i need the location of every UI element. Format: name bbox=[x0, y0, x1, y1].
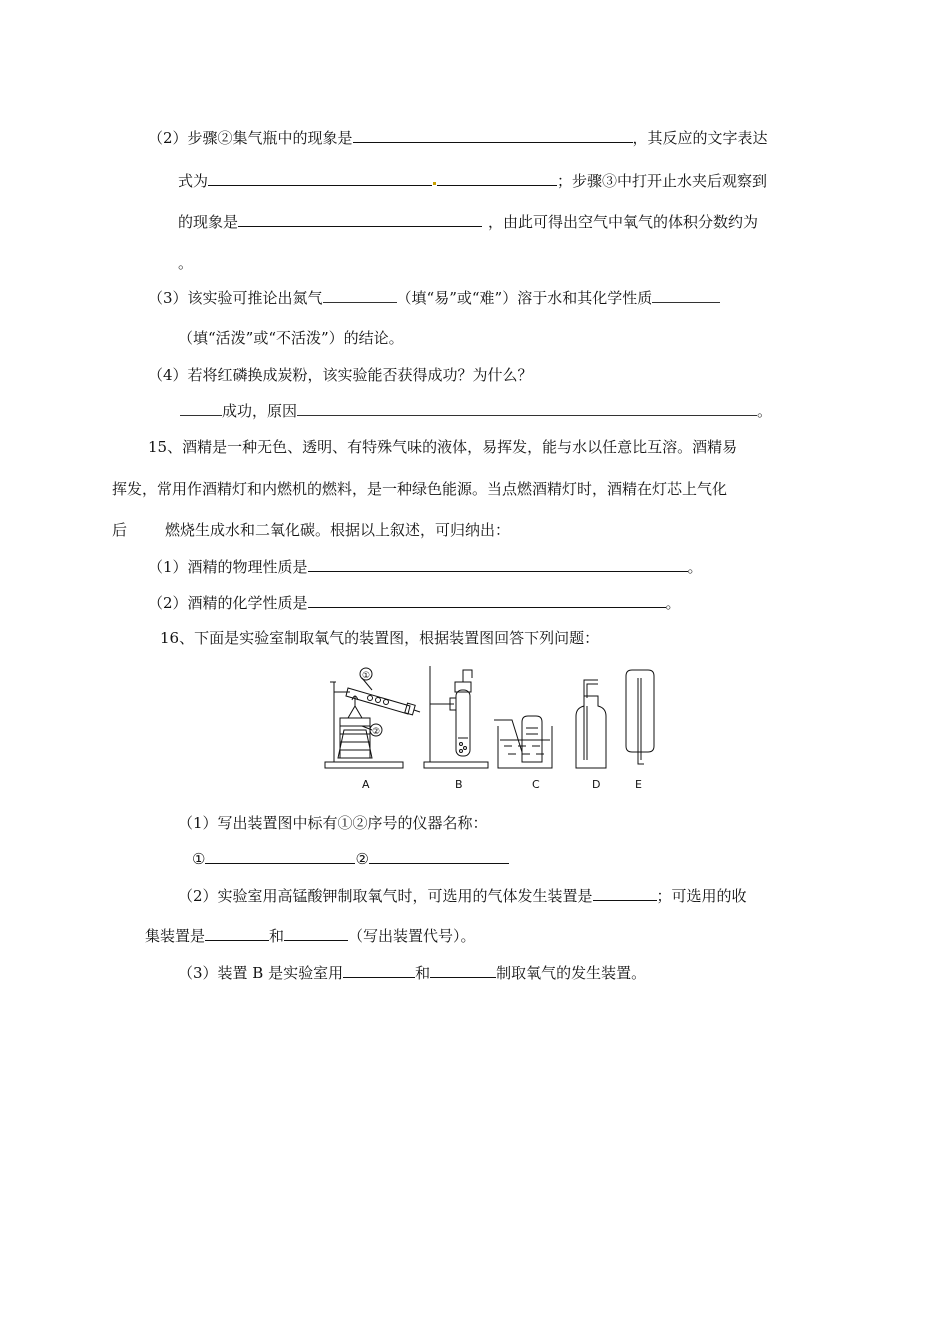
answer-blank[interactable] bbox=[323, 288, 397, 303]
answer-blank[interactable] bbox=[208, 170, 432, 186]
answer-blank[interactable] bbox=[430, 962, 496, 978]
figure-label-b: B bbox=[455, 778, 463, 790]
answer-blank[interactable] bbox=[205, 848, 355, 864]
q14-p4-text-b: 成功，原因 bbox=[222, 402, 298, 420]
q16-p2-text-e: （写出装置代号）。 bbox=[348, 927, 476, 945]
answer-blank[interactable] bbox=[238, 211, 482, 227]
q14-p3-line1 bbox=[148, 288, 720, 308]
q14-p2-line2 bbox=[178, 170, 767, 191]
answer-blank[interactable] bbox=[205, 925, 269, 941]
q14-p2-text-f: ，由此可得出空气中氧气的体积分数约为 bbox=[488, 213, 759, 231]
q16-p3-text-b: 和 bbox=[415, 964, 431, 982]
q14-p2-text-e: 的现象是 bbox=[178, 213, 239, 231]
apparatus-b bbox=[424, 666, 488, 768]
q14-p2-text-a: （2）步骤②集气瓶中的现象是 bbox=[148, 129, 353, 147]
q14-p4-line1 bbox=[148, 365, 533, 385]
apparatus-d bbox=[576, 680, 606, 768]
q16-p3-line bbox=[178, 962, 646, 983]
q15-line1 bbox=[148, 437, 737, 457]
q14-p2-line1 bbox=[148, 127, 768, 148]
mark-1: ① bbox=[362, 671, 371, 681]
q15-text-l2: 挥发，常用作酒精灯和内燃机的燃料，是一种绿色能源。当点燃酒精灯时，酒精在灯芯上气化 bbox=[112, 480, 728, 498]
figure-label-a: A bbox=[362, 778, 370, 790]
q15-line2 bbox=[112, 479, 727, 499]
answer-blank[interactable] bbox=[652, 288, 720, 303]
q16-p1-mark2: ② bbox=[355, 850, 369, 868]
answer-blank[interactable] bbox=[308, 556, 688, 572]
figure-label-e: E bbox=[635, 778, 642, 790]
figure-label-d: D bbox=[592, 778, 601, 790]
q16-p1-mark1: ① bbox=[192, 850, 206, 868]
q16-p1-line1 bbox=[178, 813, 488, 833]
q15-p1-text: （1）酒精的物理性质是 bbox=[148, 558, 308, 576]
q16-p3-text-a: （3）装置 B 是实验室用 bbox=[178, 964, 344, 982]
q14-p2-line3 bbox=[178, 211, 758, 232]
q15-p2-end: 。 bbox=[665, 594, 681, 612]
q14-p2-text-g: 。 bbox=[178, 254, 194, 272]
q14-p2-text-c: 式为 bbox=[178, 172, 209, 190]
answer-blank[interactable] bbox=[180, 401, 222, 416]
q14-p3-text-b: （填“易”或“难”）溶于水和其化学性质 bbox=[396, 289, 653, 307]
answer-blank[interactable] bbox=[308, 592, 666, 608]
q16-p2-text-d: 和 bbox=[269, 927, 285, 945]
q16-p1-text: （1）写出装置图中标有①②序号的仪器名称： bbox=[178, 814, 488, 832]
q16-p1-line2 bbox=[192, 848, 509, 869]
q16-title: 16、下面是实验室制取氧气的装置图，根据装置图回答下列问题： bbox=[160, 629, 600, 647]
apparatus-a bbox=[325, 668, 420, 768]
q15-p2-text: （2）酒精的化学性质是 bbox=[148, 594, 308, 612]
mark-2: ② bbox=[372, 727, 381, 737]
q14-p3-line2 bbox=[178, 328, 404, 348]
q16-p2-line2 bbox=[145, 925, 476, 946]
figure-label-c: C bbox=[532, 778, 540, 790]
q16-p2-text-a: （2）实验室用高锰酸钾制取氧气时，可选用的气体发生装置是 bbox=[178, 887, 593, 905]
apparatus-c bbox=[494, 716, 552, 768]
answer-blank[interactable] bbox=[369, 848, 509, 864]
q14-p4-text-c: 。 bbox=[757, 402, 773, 420]
apparatus-e bbox=[626, 670, 654, 764]
q16-p3-text-c: 制取氧气的发生装置。 bbox=[496, 964, 647, 982]
answer-blank[interactable] bbox=[353, 127, 633, 143]
answer-blank[interactable] bbox=[297, 401, 757, 416]
q16-p2-line1 bbox=[178, 885, 747, 906]
q15-text-l3b: 燃烧生成水和二氧化碳。根据以上叙述，可归纳出： bbox=[165, 521, 511, 539]
q14-p2-text-b: ，其反应的文字表达 bbox=[632, 129, 768, 147]
q16-title-line bbox=[160, 628, 599, 648]
q15-p2-line bbox=[148, 592, 681, 613]
dot-mark bbox=[433, 182, 436, 185]
q16-p2-text-c: 集装置是 bbox=[145, 927, 206, 945]
answer-blank[interactable] bbox=[343, 962, 415, 978]
answer-blank[interactable] bbox=[437, 170, 557, 186]
q15-text-l3a: 后 bbox=[112, 521, 128, 539]
apparatus-figure bbox=[322, 660, 657, 790]
q15-p1-line bbox=[148, 556, 703, 577]
answer-blank[interactable] bbox=[284, 925, 348, 941]
q14-p3-text-c: （填“活泼”或“不活泼”）的结论。 bbox=[178, 329, 404, 347]
answer-blank[interactable] bbox=[593, 885, 657, 901]
q14-p3-text-a: （3）该实验可推论出氮气 bbox=[148, 289, 323, 307]
q15-text-l1: 15、酒精是一种无色、透明、有特殊气味的液体，易挥发，能与水以任意比互溶。酒精易 bbox=[148, 438, 738, 456]
q16-p2-text-b: ；可选用的收 bbox=[656, 887, 747, 905]
q14-p2-line4 bbox=[178, 253, 193, 273]
q14-p2-text-d: ；步骤③中打开止水夹后观察到 bbox=[557, 172, 768, 190]
q15-line3 bbox=[112, 520, 510, 540]
q15-p1-end: 。 bbox=[687, 558, 703, 576]
q14-p4-line2 bbox=[180, 401, 772, 421]
q14-p4-text-a: （4）若将红磷换成炭粉，该实验能否获得成功？为什么？ bbox=[148, 366, 533, 384]
